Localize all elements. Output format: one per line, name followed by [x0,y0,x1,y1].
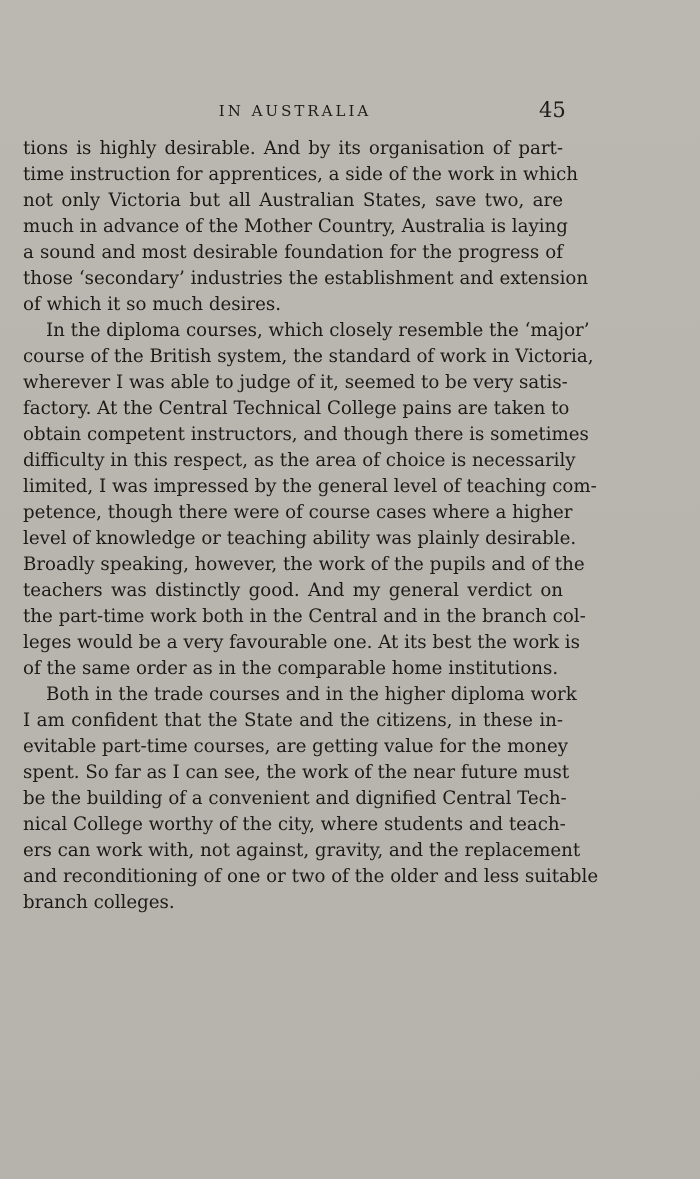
text-line: obtain competent instructors, and though there is sometimes [23,424,589,445]
text-line: branch colleges. [23,892,175,913]
text-line: tions is highly desirable. And by its organisation of part- [23,138,563,159]
page-header [0,98,700,128]
text-line: difficulty in this respect, as the area of choice is necessarily [23,450,576,471]
text-line: teachers was distinctly good. And my general verdict on [23,580,563,601]
text-line: course of the British system, the standard of work in Victoria, [23,346,594,367]
text-line: not only Victoria but all Australian States, save two, are [23,190,563,211]
text-line: a sound and most desirable foundation for the progress of [23,242,563,263]
text-line: petence, though there were of course cases where a higher [23,502,573,523]
text-line: I am confident that the State and the citizens, in these in- [23,710,563,731]
text-line: much in advance of the Mother Country, Australia is laying [23,216,568,237]
text-line: spent. So far as I can see, the work of the near future must [23,762,570,783]
text-line: nical College worthy of the city, where students and teach- [23,814,566,835]
text-line: Broadly speaking, however, the work of the pupils and of the [23,554,585,575]
text-line: those ‘secondary’ industries the establishment and extension [23,268,589,289]
text-line: limited, I was impressed by the general level of teaching com- [23,476,597,497]
text-line: be the building of a convenient and dignified Central Tech- [23,788,567,809]
text-line: ers can work with, not against, gravity, and the replacement [23,840,581,861]
text-line: In the diploma courses, which closely resemble the ‘major’ [46,320,590,341]
text-line: time instruction for apprentices, a side of the work in which [23,164,578,185]
running-head: IN AUSTRALIA [218,102,372,120]
text-line: of the same order as in the comparable home institutions. [23,658,559,679]
text-line: and reconditioning of one or two of the older and less suitable [23,866,599,887]
page-number: 45 [539,98,566,122]
text-line: wherever I was able to judge of it, seemed to be very satis- [23,372,568,393]
text-line: level of knowledge or teaching ability was plainly desirable. [23,528,577,549]
text-line: the part-time work both in the Central and in the branch col- [23,606,586,627]
text-line: factory. At the Central Technical College pains are taken to [23,398,570,419]
text-line: leges would be a very favourable one. At its best the work is [23,632,580,653]
text-line: of which it so much desires. [23,294,281,315]
text-line: Both in the trade courses and in the higher diploma work [46,684,577,705]
body-text [23,136,599,916]
text-line: evitable part-time courses, are getting value for the money [23,736,569,757]
